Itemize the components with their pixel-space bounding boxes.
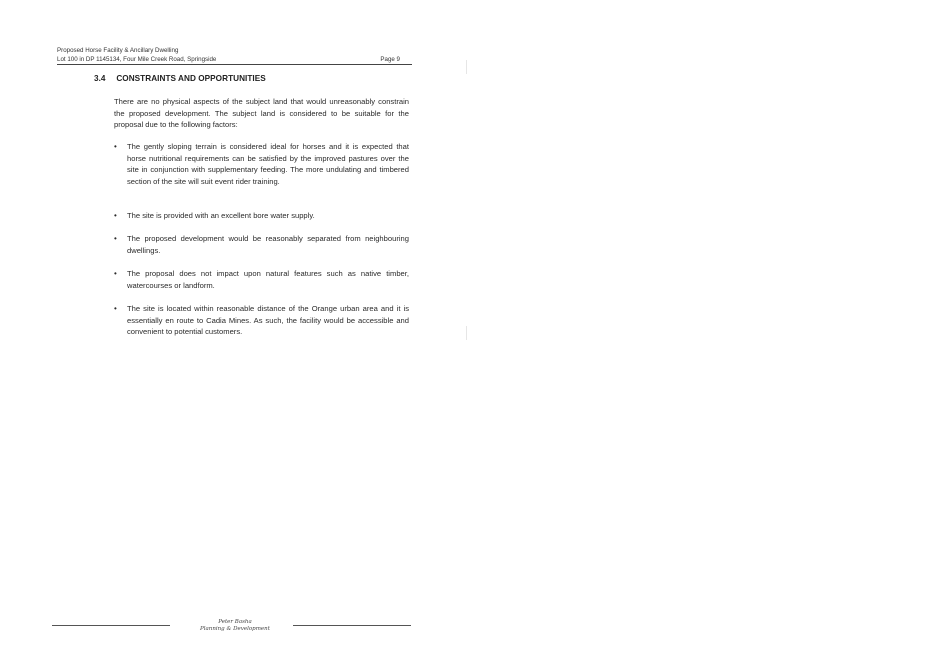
bullet-icon: • — [114, 269, 117, 278]
bullet-text: The proposal does not impact upon natural features such as native timber, watercourses or landform. — [127, 269, 409, 290]
bullet-icon: • — [114, 142, 117, 151]
footer-rule-right — [293, 625, 411, 626]
header-page-number: Page 9 — [380, 55, 400, 63]
page-header — [57, 47, 412, 65]
section-heading — [94, 74, 266, 83]
bullet-text: The gently sloping terrain is considered ideal for horses and it is expected that horse nutritional requirements can be satisfied by the improved pastures over the site in conjunction with supplementary feeding. The more undulating and timbered section of the site will suit event rider training. — [127, 142, 409, 186]
section-title: CONSTRAINTS AND OPPORTUNITIES — [116, 74, 266, 83]
scan-artifact — [466, 326, 467, 340]
intro-paragraph: There are no physical aspects of the subject land that would unreasonably constrain the proposed development. The subject land is considered to be suitable for the proposal due to the following factors: — [114, 97, 409, 129]
header-address: Lot 100 in DP 1145134, Four Mile Creek Road, Springside — [57, 55, 217, 63]
signature-name: Peter Basha — [218, 619, 252, 625]
section-number: 3.4 — [94, 74, 106, 83]
bullet-text: The site is located within reasonable distance of the Orange urban area and it is essentially en route to Cadia Mines. As such, the facility would be accessible and convenient to potential customers. — [127, 304, 409, 336]
header-address-row — [57, 56, 412, 66]
bullet-item — [114, 210, 409, 222]
bullet-item — [114, 141, 409, 187]
bullet-item — [114, 303, 409, 338]
bullet-item — [114, 233, 409, 256]
bullet-text: The proposed development would be reasonably separated from neighbouring dwellings. — [127, 234, 409, 255]
header-project-title: Proposed Horse Facility & Ancillary Dwelling — [57, 47, 179, 54]
footer-rule-left — [52, 625, 170, 626]
scan-artifact — [466, 60, 467, 74]
signature-subtitle: Planning & Development — [200, 626, 270, 632]
bullet-text: The site is provided with an excellent bore water supply. — [127, 211, 315, 220]
bullet-icon: • — [114, 234, 117, 243]
bullet-item — [114, 268, 409, 291]
bullet-icon: • — [114, 304, 117, 313]
bullet-icon: • — [114, 211, 117, 220]
footer-signature — [190, 619, 280, 633]
